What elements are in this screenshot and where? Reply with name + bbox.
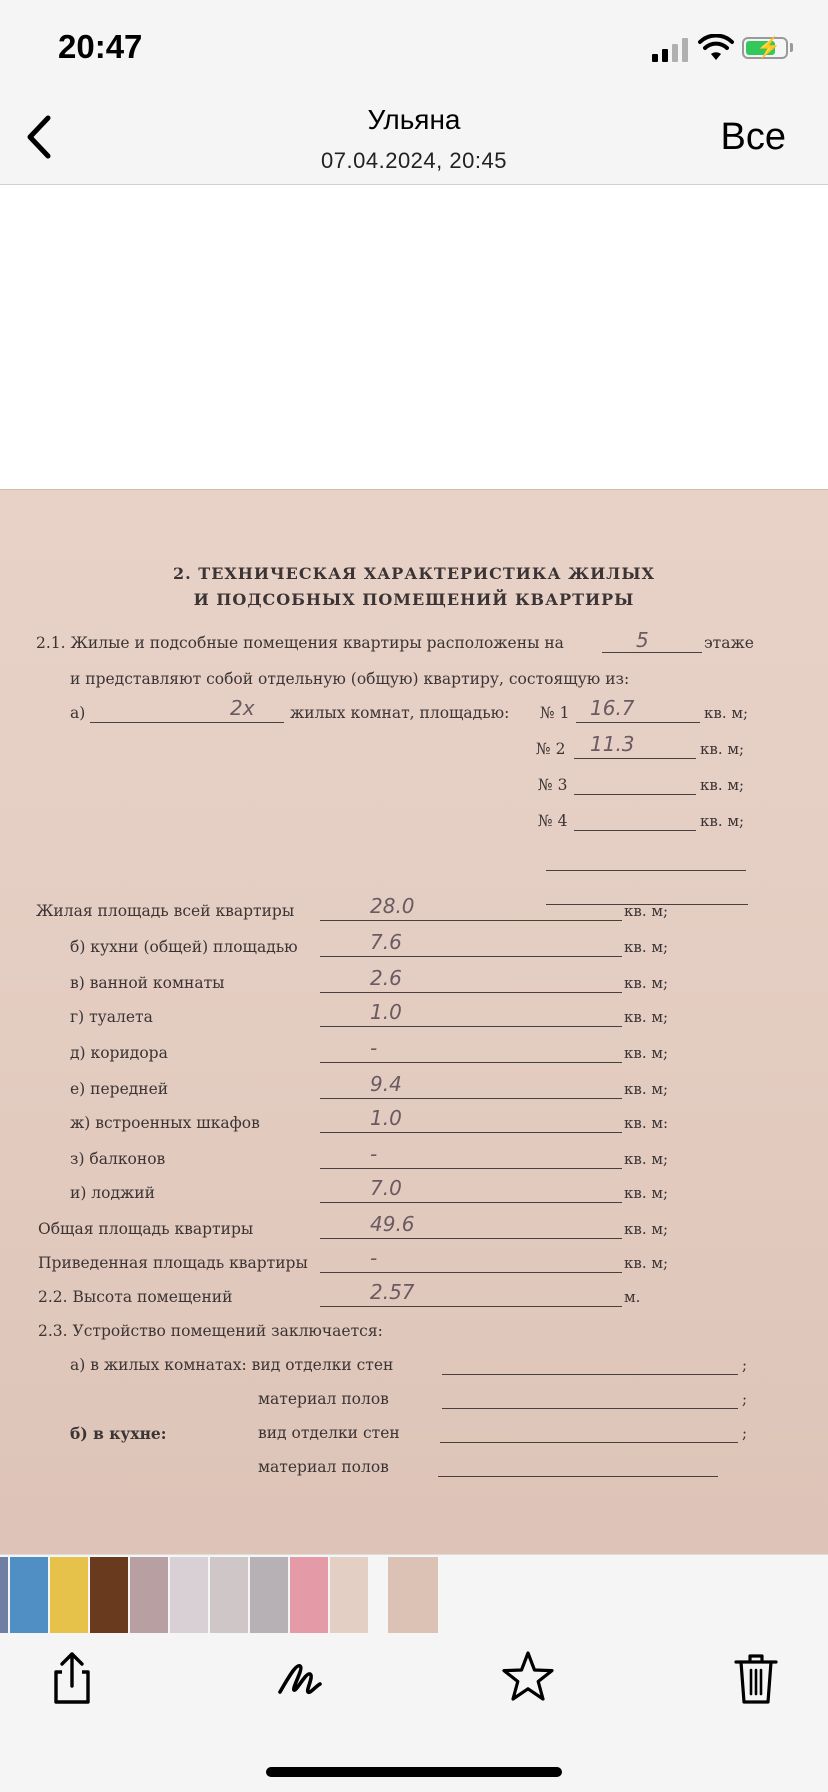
area-value: 9.4 xyxy=(370,1072,402,1096)
s23-a-floor: материал полов xyxy=(258,1390,389,1408)
room-label: № 4 xyxy=(538,812,568,830)
room-unit: кв. м; xyxy=(704,704,749,722)
area-line xyxy=(320,920,622,921)
area-value: 49.6 xyxy=(370,1212,415,1236)
thumbnail-1[interactable] xyxy=(0,1557,8,1633)
area-line xyxy=(320,1202,622,1203)
room-unit: кв. м; xyxy=(700,740,745,758)
room-line xyxy=(574,794,696,795)
thumbnail-6[interactable] xyxy=(170,1557,208,1633)
room-label: № 3 xyxy=(538,776,568,794)
rooms-line xyxy=(90,722,284,723)
area-value: 2.6 xyxy=(370,966,402,990)
area-value: - xyxy=(370,1036,378,1060)
area-line xyxy=(320,1168,622,1169)
thumbnail-3[interactable] xyxy=(50,1557,88,1633)
area-label: Приведенная площадь квартиры xyxy=(38,1254,308,1272)
area-value: 1.0 xyxy=(370,1000,402,1024)
area-unit: кв. м; xyxy=(624,1008,669,1026)
semicolon: ; xyxy=(742,1390,748,1408)
document-photo[interactable] xyxy=(0,490,828,1670)
area-value: - xyxy=(370,1246,378,1270)
room-value: 16.7 xyxy=(590,696,635,720)
share-icon[interactable] xyxy=(42,1648,102,1708)
area-value: 1.0 xyxy=(370,1106,402,1130)
room-unit: кв. м; xyxy=(700,776,745,794)
rooms-value: 2х xyxy=(230,696,255,720)
area-label: г) туалета xyxy=(70,1008,153,1026)
thumbnail-10[interactable] xyxy=(330,1557,368,1633)
room-line xyxy=(574,758,696,759)
thumbnail-11[interactable] xyxy=(388,1557,438,1633)
charging-bolt-icon: ⚡ xyxy=(756,37,781,59)
area-unit: кв. м; xyxy=(624,1080,669,1098)
s21-prefix: 2.1. Жилые и подсобные помещения квартиры расположены на xyxy=(36,634,564,652)
area-line xyxy=(320,992,622,993)
thumbnail-8[interactable] xyxy=(250,1557,288,1633)
room-line xyxy=(576,722,700,723)
markup-icon[interactable] xyxy=(272,1648,332,1708)
area-label: ж) встроенных шкафов xyxy=(70,1114,260,1132)
status-time: 20:47 xyxy=(58,28,143,65)
area-label: б) кухни (общей) площадью xyxy=(70,938,298,956)
room-label: № 2 xyxy=(536,740,566,758)
home-indicator xyxy=(266,1767,562,1777)
thumbnail-4[interactable] xyxy=(90,1557,128,1633)
area-unit: кв. м; xyxy=(624,1184,669,1202)
area-unit: кв. м; xyxy=(624,938,669,956)
area-label: 2.2. Высота помещений xyxy=(38,1288,233,1306)
s21-line2: и представляют собой отдельную (общую) квартиру, состоящую из: xyxy=(70,670,630,688)
semicolon: ; xyxy=(742,1424,748,1442)
area-label: в) ванной комнаты xyxy=(70,974,225,992)
battery-tip xyxy=(790,43,793,52)
status-bar xyxy=(0,0,828,90)
floor-value: 5 xyxy=(636,628,649,652)
wifi-icon xyxy=(698,34,734,62)
thumbnail-5[interactable] xyxy=(130,1557,168,1633)
area-unit: кв. м; xyxy=(624,1220,669,1238)
trash-icon[interactable] xyxy=(726,1648,786,1708)
area-line xyxy=(320,956,622,957)
area-label: д) коридора xyxy=(70,1044,168,1062)
nav-title: Ульяна xyxy=(367,104,461,135)
area-label: Жилая площадь всей квартиры xyxy=(36,902,295,920)
area-value: 7.6 xyxy=(370,930,402,954)
area-line xyxy=(320,1132,622,1133)
all-photos-button[interactable]: Все xyxy=(720,116,786,158)
thumbnail-9[interactable] xyxy=(290,1557,328,1633)
thumbnail-2[interactable] xyxy=(10,1557,48,1633)
area-value: 28.0 xyxy=(370,894,415,918)
area-label: з) балконов xyxy=(70,1150,166,1168)
area-unit: кв. м; xyxy=(624,902,669,920)
area-unit: кв. м; xyxy=(624,1254,669,1272)
area-value: 7.0 xyxy=(370,1176,402,1200)
room-value: 11.3 xyxy=(590,732,635,756)
doc-heading-line2: И ПОДСОБНЫХ ПОМЕЩЕНИЙ КВАРТИРЫ xyxy=(193,590,635,609)
s23-b-walls: вид отделки стен xyxy=(258,1424,400,1442)
s23-a-line xyxy=(442,1374,738,1375)
area-unit: кв. м: xyxy=(624,1114,669,1132)
area-value: 2.57 xyxy=(370,1280,415,1304)
star-icon[interactable] xyxy=(498,1648,558,1708)
s23-a-label: а) в жилых комнатах: вид отделки стен xyxy=(70,1356,394,1374)
photo-viewer[interactable] xyxy=(0,185,828,1553)
nav-subtitle: 07.04.2024, 20:45 xyxy=(321,148,507,173)
area-value: - xyxy=(370,1142,378,1166)
area-unit: кв. м; xyxy=(624,1150,669,1168)
room-unit: кв. м; xyxy=(700,812,745,830)
cellular-signal-icon xyxy=(652,38,690,62)
s21-suffix: этаже xyxy=(704,634,754,652)
s23-b-floor: материал полов xyxy=(258,1458,389,1476)
nav-bar xyxy=(0,90,828,185)
s23-title: 2.3. Устройство помещений заключается: xyxy=(38,1322,383,1340)
area-label: и) лоджий xyxy=(70,1184,155,1202)
blank-line xyxy=(546,870,746,871)
s23-b-walls-line xyxy=(440,1442,738,1443)
area-label: е) передней xyxy=(70,1080,169,1098)
area-unit: кв. м; xyxy=(624,1044,669,1062)
rooms-prefix: а) xyxy=(70,704,86,722)
area-line xyxy=(320,1026,622,1027)
room-line xyxy=(574,830,696,831)
area-line xyxy=(320,1098,622,1099)
area-line xyxy=(320,1306,622,1307)
area-label: Общая площадь квартиры xyxy=(38,1220,254,1238)
doc-heading-line1: 2. ТЕХНИЧЕСКАЯ ХАРАКТЕРИСТИКА ЖИЛЫХ xyxy=(173,564,655,583)
s23-b-label: б) в кухне: xyxy=(70,1424,167,1443)
area-unit: кв. м; xyxy=(624,974,669,992)
rooms-label: жилых комнат, площадью: xyxy=(290,704,510,722)
area-unit: м. xyxy=(624,1288,641,1306)
area-line xyxy=(320,1062,622,1063)
thumbnail-7[interactable] xyxy=(210,1557,248,1633)
s23-a-floor-line xyxy=(442,1408,738,1409)
area-line xyxy=(320,1272,622,1273)
area-line xyxy=(320,1238,622,1239)
semicolon: ; xyxy=(742,1356,748,1374)
s23-b-floor-line xyxy=(438,1476,718,1477)
thumbnail-strip[interactable] xyxy=(0,1554,828,1639)
floor-line xyxy=(602,652,702,653)
room-label: № 1 xyxy=(540,704,570,722)
